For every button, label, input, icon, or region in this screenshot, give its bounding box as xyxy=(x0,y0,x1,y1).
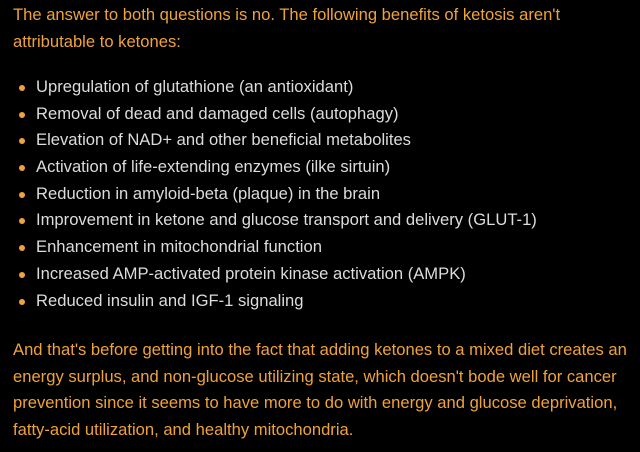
list-item xyxy=(0,207,537,234)
list-item-text: Activation of life-extending enzymes (ilke sirtuin) xyxy=(36,157,391,177)
list-item xyxy=(0,288,537,315)
list-item-text: Improvement in ketone and glucose transport and delivery (GLUT-1) xyxy=(36,210,537,230)
list-item-text: Reduced insulin and IGF-1 signaling xyxy=(36,290,304,310)
list-item-text: Removal of dead and damaged cells (autophagy) xyxy=(36,103,399,123)
list-item xyxy=(0,74,537,101)
list-item xyxy=(0,127,537,154)
list-item xyxy=(0,101,537,128)
list-item xyxy=(0,261,537,288)
list-item-text: Upregulation of glutathione (an antioxidant) xyxy=(36,77,354,96)
list-item-text: Elevation of NAD+ and other beneficial metabolites xyxy=(36,130,411,150)
bullet-dot-icon xyxy=(19,272,25,278)
bullet-dot-icon xyxy=(19,299,25,305)
outro-paragraph: And that's before getting into the fact that adding ketones to a mixed diet creates an energy surplus, and non-glucose utilizing state, which doesn't bode well for cancer prevention since it seems to have more to do with energy and glucose deprivation, fatty-acid utilization, and healthy mitochondria. xyxy=(13,340,627,439)
bullet-dot-icon xyxy=(19,165,25,171)
list-item-text: Enhancement in mitochondrial function xyxy=(36,237,322,257)
list-item xyxy=(0,181,537,208)
list-item xyxy=(0,154,537,181)
list-item-text: Reduction in amyloid-beta (plaque) in the brain xyxy=(36,183,381,203)
list-item xyxy=(0,234,537,261)
bullet-dot-icon xyxy=(19,85,25,91)
bullet-dot-icon xyxy=(19,192,25,198)
intro-paragraph: The answer to both questions is no. The following benefits of ketosis aren't attributable to ketones: xyxy=(13,5,561,51)
bullet-dot-icon xyxy=(19,138,25,144)
bullet-dot-icon xyxy=(19,218,25,224)
benefits-list xyxy=(0,74,537,314)
bullet-dot-icon xyxy=(19,245,25,251)
bullet-dot-icon xyxy=(19,112,25,118)
list-item-text: Increased AMP-activated protein kinase activation (AMPK) xyxy=(36,263,466,283)
